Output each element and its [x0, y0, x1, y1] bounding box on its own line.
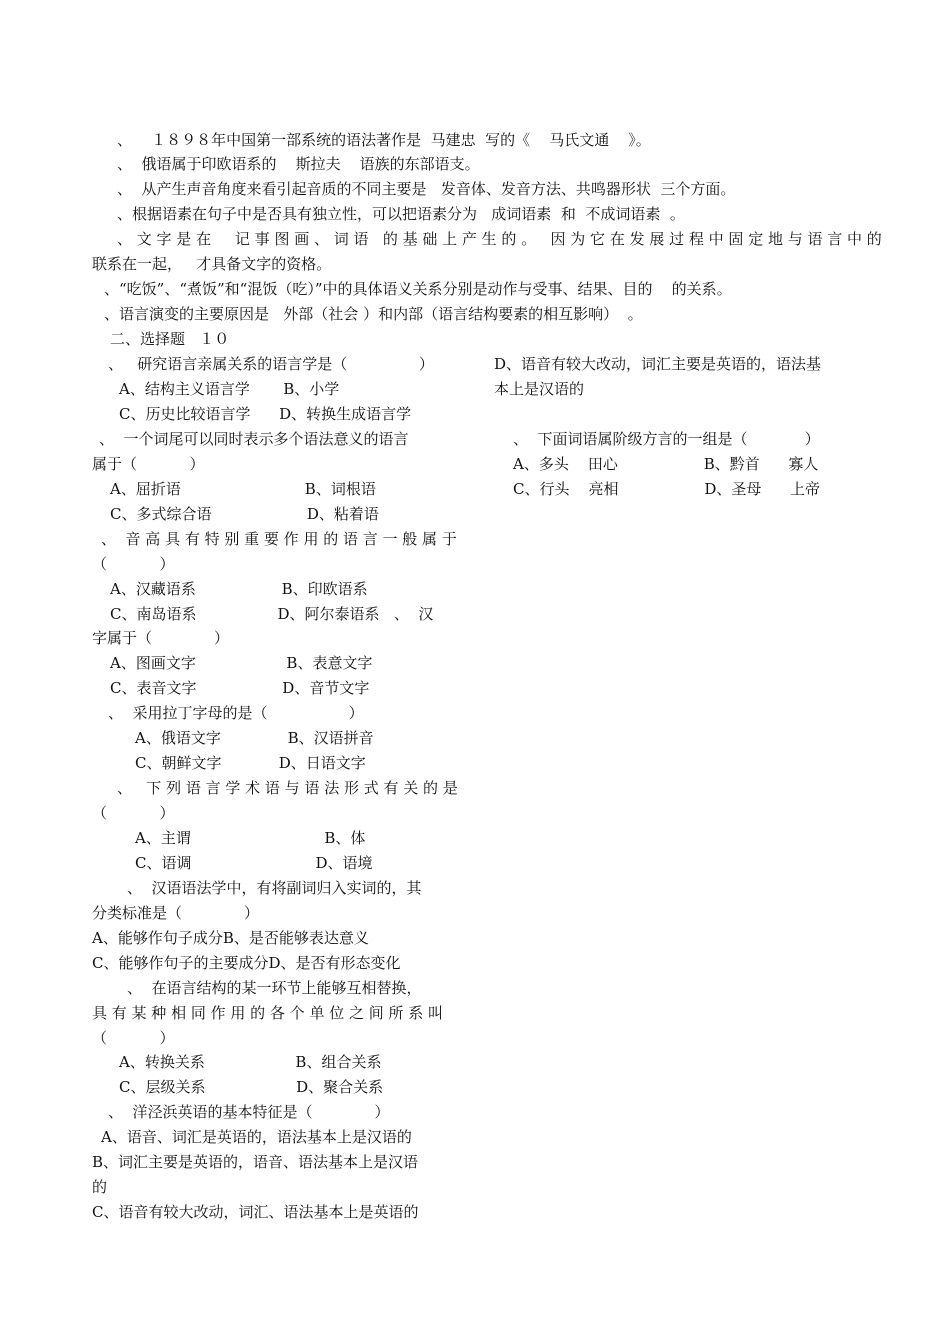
- text-line: 二、选择题 １０: [110, 330, 230, 348]
- question-line: （ ）: [92, 1029, 175, 1047]
- text-line: 、语言演变的主要原因是 外部（社会 ）和内部（语言结构要素的相互影响） 。: [104, 305, 643, 323]
- question-line: 、 一个词尾可以同时表示多个语法意义的语言: [99, 430, 409, 448]
- question-line: A、俄语文字 B、汉语拼音: [135, 729, 374, 747]
- question-line: 、 洋泾浜英语的基本特征是（ ）: [108, 1103, 390, 1121]
- question-line: 分类标准是（ ）: [92, 904, 259, 922]
- question-line: 、 下 列 语 言 学 术 语 与 语 法 形 式 有 关 的 是: [117, 779, 458, 797]
- question-line: 、 下面词语属阶级方言的一组是（ ）: [513, 430, 820, 448]
- question-line: A、能够作句子成分B、是否能够表达意义: [92, 929, 369, 947]
- question-line: （ ）: [92, 555, 175, 573]
- question-line: C、历史比较语言学 D、转换生成语言学: [119, 405, 412, 423]
- question-line: A、图画文字 B、表意文字: [110, 654, 373, 672]
- question-line: C、行头 亮相 D、圣母 上帝: [513, 480, 821, 498]
- question-line: 、 研究语言亲属关系的语言学是（ ）: [108, 355, 434, 373]
- question-line: A、多头 田心 B、黔首 寡人: [513, 455, 819, 473]
- question-line: C、朝鲜文字 D、日语文字: [135, 754, 366, 772]
- question-line: （ ）: [92, 804, 175, 822]
- text-line: 、 文 字 是 在 记 事 图 画 、 词 语 的 基 础 上 产 生 的 。 因 为 它 在 发 展 过 程 中 固 定 地 与 语 言 中 的: [117, 230, 882, 248]
- question-line: A、主谓 B、体: [135, 829, 366, 847]
- question-line: A、屈折语 B、词根语: [110, 480, 376, 498]
- question-line: B、词汇主要是英语的，语音、语法基本上是汉语: [92, 1153, 419, 1171]
- question-line: 、 音 高 具 有 特 别 重 要 作 用 的 语 言 一 般 属 于: [101, 530, 457, 548]
- question-line: A、汉藏语系 B、印欧语系: [110, 580, 368, 598]
- question-line: 字属于（ ）: [92, 629, 229, 647]
- question-line: 、 汉语语法学中，有将副词归入实词的，其: [127, 879, 422, 897]
- question-line: D、语音有较大改动，词汇主要是英语的，语法基: [494, 355, 822, 373]
- question-line: 本上是汉语的: [494, 380, 585, 398]
- question-line: C、南岛语系 D、阿尔泰语系 、 汉: [110, 605, 434, 623]
- question-line: 、 在语言结构的某一环节上能够互相替换，: [127, 979, 422, 997]
- text-line: 、 １８９８年中国第一部系统的语法著作是 马建忠 写的《 马氏文通 》。: [117, 131, 651, 149]
- question-line: C、表音文字 D、音节文字: [110, 679, 370, 697]
- text-line: 、根据语素在句子中是否具有独立性，可以把语素分为 成词语素 和 不成词语素 。: [117, 205, 685, 223]
- text-line: 、 俄语属于印欧语系的 斯拉夫 语族的东部语支。: [117, 155, 480, 173]
- question-line: C、多式综合语 D、粘着语: [110, 505, 379, 523]
- question-line: C、语调 D、语境: [135, 854, 373, 872]
- text-line: 、“吃饭”、“煮饭”和“混饭（吃）”中的具体语义关系分别是动作与受事、结果、目的 的关系。: [104, 280, 732, 298]
- text-line: 联系在一起， 才具备文字的资格。: [92, 255, 332, 273]
- question-line: A、语音、词汇是英语的，语法基本上是汉语的: [101, 1128, 412, 1146]
- question-line: C、能够作句子的主要成分D、是否有形态变化: [92, 954, 401, 972]
- question-line: 具 有 某 种 相 同 作 用 的 各 个 单 位 之 间 所 系 叫: [92, 1004, 444, 1022]
- question-line: A、结构主义语言学 B、小学: [119, 380, 340, 398]
- question-line: 、 采用拉丁字母的是（ ）: [108, 704, 364, 722]
- question-line: 的: [92, 1178, 108, 1196]
- question-line: 属于（ ）: [92, 455, 205, 473]
- question-line: C、语音有较大改动，词汇、语法基本上是英语的: [92, 1203, 419, 1221]
- question-line: C、层级关系 D、聚合关系: [119, 1078, 384, 1096]
- question-line: A、转换关系 B、组合关系: [119, 1053, 382, 1071]
- text-line: 、 从产生声音角度来看引起音质的不同主要是 发音体、发音方法、共鸣器形状 三个方面。: [117, 180, 736, 198]
